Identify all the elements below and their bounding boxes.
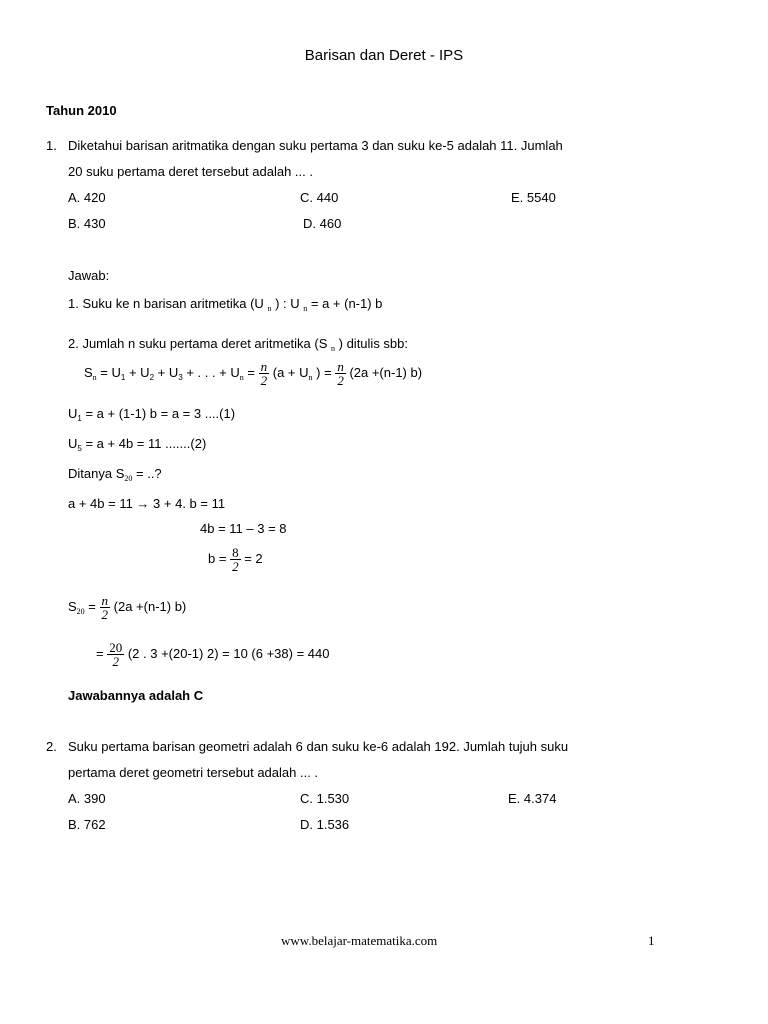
s20-line-1: $S_{20}$ = $\frac{n}{2}$ (2a +(n-1) b) [68,593,187,622]
option-d: D. 460 [303,216,342,231]
page-title: Barisan dan Deret - IPS [304,47,464,64]
option-a: A. 390 [68,791,106,806]
question-number: 2. [46,739,57,754]
option-b: B. 430 [68,216,106,231]
question-text-line-2: pertama deret geometri tersebut adalah ... . [68,765,319,780]
year-heading: Tahun 2010 [46,103,117,118]
u1-line: $U_1 = a + (1-1) b = a = 3$ ....(1) [68,406,236,423]
b-value-line: b = $\frac{8}{2}$ = 2 [208,545,263,574]
equation-line-1: a + 4b = 11 → 3 + 4. b = 11 [68,496,226,511]
fraction-n-over-2: $\frac{n}{2}$ [337,359,344,388]
option-b: B. 762 [68,817,106,832]
question-text-line-1: Diketahui barisan aritmatika dengan suku pertama 3 dan suku ke-5 adalah 11. Jumlah [68,138,563,153]
jawab-label: Jawab: [68,268,110,283]
fraction-20-over-2: $\frac{20}{2}$ [109,640,123,669]
u5-line: $U_5 = a + 4b = 11$ .......(2) [68,436,207,453]
option-e: E. 4.374 [508,791,557,806]
footer-website: www.belajar-matematika.com [281,933,438,948]
equation-line-2: 4b = 11 – 3 = 8 [200,521,287,536]
question-number: 1. [46,138,57,153]
sum-formula: $S_n = U_1 + U_2 + U_3$ + . . . + $U_n$ = $\frac{n}{2}$ ($a + U_n$ ) = $\frac{n}{2}$ (2a +(n-1) b) [84,359,423,388]
fraction-n-over-2: $\frac{n}{2}$ [101,593,109,622]
fraction-8-over-2: $\frac{8}{2}$ [232,545,239,574]
answer-conclusion: Jawabannya adalah C [68,688,204,703]
step-1: 1. Suku ke n barisan aritmetika (U $_n$ ) : U $_n$ = a + (n-1) b [68,296,383,313]
fraction-n-over-2: $\frac{n}{2}$ [260,359,268,388]
page-number: 1 [648,933,655,948]
option-e: E. 5540 [511,190,556,205]
question-text-line-2: 20 suku pertama deret tersebut adalah ... . [68,164,313,179]
option-c: C. 1.530 [300,791,350,806]
option-c: C. 440 [300,190,339,205]
step-2: 2. Jumlah n suku pertama deret aritmetika (S $_n$ ) ditulis sbb: [68,336,409,353]
ditanya-line: Ditanya $S_{20}$ = ..? [68,466,162,483]
option-a: A. 420 [68,190,106,205]
option-d: D. 1.536 [300,817,350,832]
s20-line-2: = $\frac{20}{2}$ (2 . 3 +(20-1) 2) = 10 (6 +38) = 440 [96,640,330,669]
question-text-line-1: Suku pertama barisan geometri adalah 6 dan suku ke-6 adalah 192. Jumlah tujuh suku [68,739,569,754]
